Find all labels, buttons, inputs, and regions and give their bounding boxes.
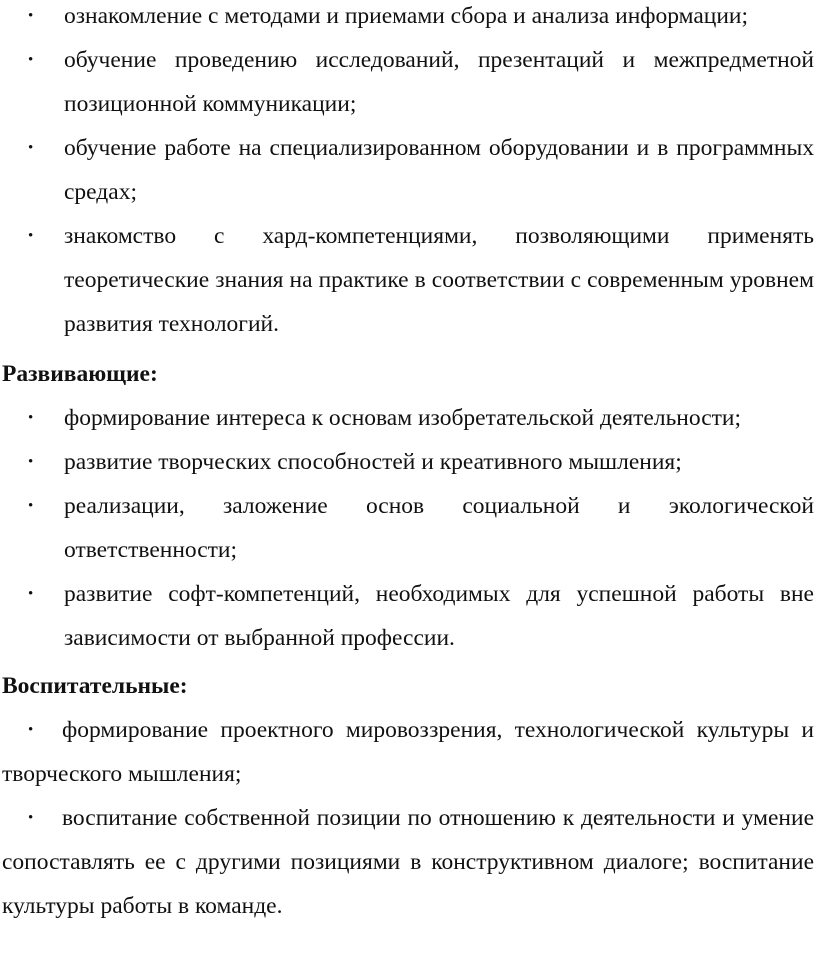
list-item [0, 440, 816, 484]
list-item [0, 214, 816, 346]
bullet-icon: • [28, 52, 34, 68]
bullet-icon: • [28, 140, 34, 156]
list-item-text: ознакомление с методами и приемами сбора и анализа информации; [64, 3, 749, 29]
bullet-icon: • [28, 228, 34, 244]
list-item-text: реализации, заложение основ социальной и экологической ответственности; [64, 493, 814, 563]
list-item-text: знакомство с хард-компетенциями, позволяющими применять теоретические знания на практике в соответствии с современным уровнем развития технологий. [64, 223, 814, 337]
bullet-list [0, 0, 816, 346]
list-item [0, 0, 816, 38]
bullet-icon: • [28, 722, 34, 738]
list-item-text: развитие творческих способностей и креативного мышления; [64, 449, 682, 475]
bullet-icon: • [28, 454, 34, 470]
paragraph-item [0, 708, 816, 796]
bullet-list [0, 396, 816, 660]
list-item [0, 38, 816, 126]
list-item-text: формирование интереса к основам изобретательской деятельности; [64, 405, 742, 431]
upbringing-goals-section [0, 664, 816, 928]
section-heading: Воспитательные: [2, 673, 188, 699]
list-item [0, 126, 816, 214]
bullet-icon: • [28, 8, 34, 24]
section-heading: Развивающие: [2, 361, 158, 387]
bullet-icon: • [28, 410, 34, 426]
paragraph-item-text: формирование проектного мировоззрения, технологической культуры и творческого мышления; [2, 717, 814, 787]
list-item [0, 572, 816, 660]
bullet-icon: • [28, 810, 34, 826]
paragraph-item-text: воспитание собственной позиции по отношению к деятельности и умение сопоставлять ее с другими позициями в конструктивном диалоге; воспитание культуры работы в команде. [2, 805, 814, 919]
bullet-icon: • [28, 498, 34, 514]
list-item-text: обучение проведению исследований, презентаций и межпредметной позиционной коммуникации; [64, 47, 814, 117]
list-item [0, 396, 816, 440]
paragraph-item [0, 796, 816, 928]
list-item-text: обучение работе на специализированном оборудовании и в программных средах; [64, 135, 814, 205]
educational-goals-list [0, 0, 816, 346]
developmental-goals-section [0, 352, 816, 660]
list-item-text: развитие софт-компетенций, необходимых для успешной работы вне зависимости от выбранной профессии. [64, 581, 814, 651]
bullet-icon: • [28, 586, 34, 602]
list-item [0, 484, 816, 572]
